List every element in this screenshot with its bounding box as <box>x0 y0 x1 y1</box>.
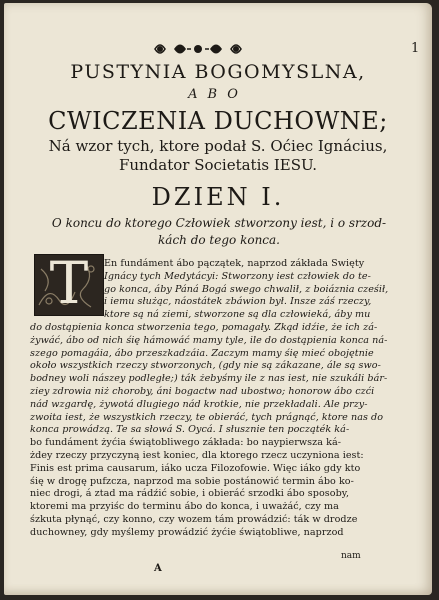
book-page <box>4 3 432 595</box>
initial-letter: T <box>49 249 89 317</box>
title-line-2: ABO <box>188 87 248 102</box>
body-line: Finis est prima causarum, iáko ucza Filozofowie. Więc iáko gdy kto <box>30 462 361 474</box>
signature-mark: A <box>154 563 162 574</box>
body-line: śię w drogę pufzcza, naprzod ma sobie postánowić termin ábo ko- <box>30 475 354 487</box>
body-line: go konca, áby Páná Bogá swego chwalił, z boiáznia cześił, <box>104 283 389 295</box>
body-line: szego pomagáia, ábo przeszkadzáia. Zaczym mamy śię mieć obojętnie <box>30 347 374 359</box>
body-line: ktore są ná ziemi, stworzone są dla człowieká, áby mu <box>104 309 371 321</box>
body-line: żdey rzeczy przyczyną iest koniec, dla ktorego rzecz uczyniona iest: <box>30 450 364 461</box>
body-line: bo fundáment żyćia świątobliwego zákłada: bo naypierwsza ká- <box>30 437 342 449</box>
body-line: i iemu służąc, náostátek zbáwion był. Insze záś rzeczy, <box>104 296 372 308</box>
body-line: do dostąpienia konca stworzenia tego, pomagały. Zkąd idźie, że ich zá- <box>30 322 378 333</box>
decorated-initial <box>34 249 104 317</box>
fleuron-ornament-icon <box>152 41 244 57</box>
body-line: En fundáment ábo pączątek, naprzod zákłada Swięty <box>104 258 365 269</box>
subheading-line-1: O koncu do ktorego Człowiek stworzony iest, i o srzod- <box>51 216 387 230</box>
title-line-1: PUSTYNIA BOGOMYSLNA, <box>70 61 366 83</box>
body-line: zwoita iest, że wszystkich rzeczy, te obieráć, tych prágnąć, ktore nas do <box>30 411 384 423</box>
subheading-line-2: kách do tego konca. <box>158 233 280 247</box>
catchword: nam <box>341 551 361 561</box>
body-line: duchowney, gdy myślemy prowádzić żyćie świątobliwe, naprzod <box>30 526 344 538</box>
body-line: ziey zdrowia niż choroby, áni bogactw nad ubostwo; honorow ábo czći <box>30 386 375 397</box>
body-line: żywáć, ábo od nich śię hámowáć mamy tyle, ile do dostąpienia konca ná- <box>30 334 388 346</box>
subheading <box>44 215 394 249</box>
title-line-3: CWICZENIA DUCHOWNE; <box>48 107 388 135</box>
day-heading: DZIEN I. <box>151 183 285 211</box>
title-line-5: Fundator Societatis IESU. <box>118 156 318 174</box>
page-number: 1 <box>411 41 420 56</box>
body-line: ktoremi ma przyiśc do terminu ábo do konca, i uważáć, czy ma <box>30 501 339 513</box>
title-line-4a: Ná wzor tych, ktore podał S. Oćiec Ignácius, <box>48 137 388 155</box>
body-line: Ignácy tych Medytácyi: Stworzony iest człowiek do te- <box>104 270 371 282</box>
body-line: niec drogi, á ztad ma rádźić sobie, i obieráć srzodki ábo sposoby, <box>30 488 350 500</box>
body-line: bodney woli nászey podległe;) ták żebyśmy ile z nas iest, nie szukáli bár- <box>30 373 388 385</box>
body-line: około wszystkich rzeczy stworzonych, (gdy nie są zákazane, ále są swo- <box>30 360 381 372</box>
title-line-4 <box>4 137 432 175</box>
body-line: konca prowádzą. Te sa słowá S. Oycá. I słusznie ten począték ká- <box>30 424 350 436</box>
body-line: nád wzgardę, żywotá dlugiego nád krotkie, nie przekładali. Ale przy- <box>30 398 368 410</box>
body-line: śzkuta płynąć, czy konno, czy wozem tám prowádzić: ták w drodze <box>30 514 358 525</box>
